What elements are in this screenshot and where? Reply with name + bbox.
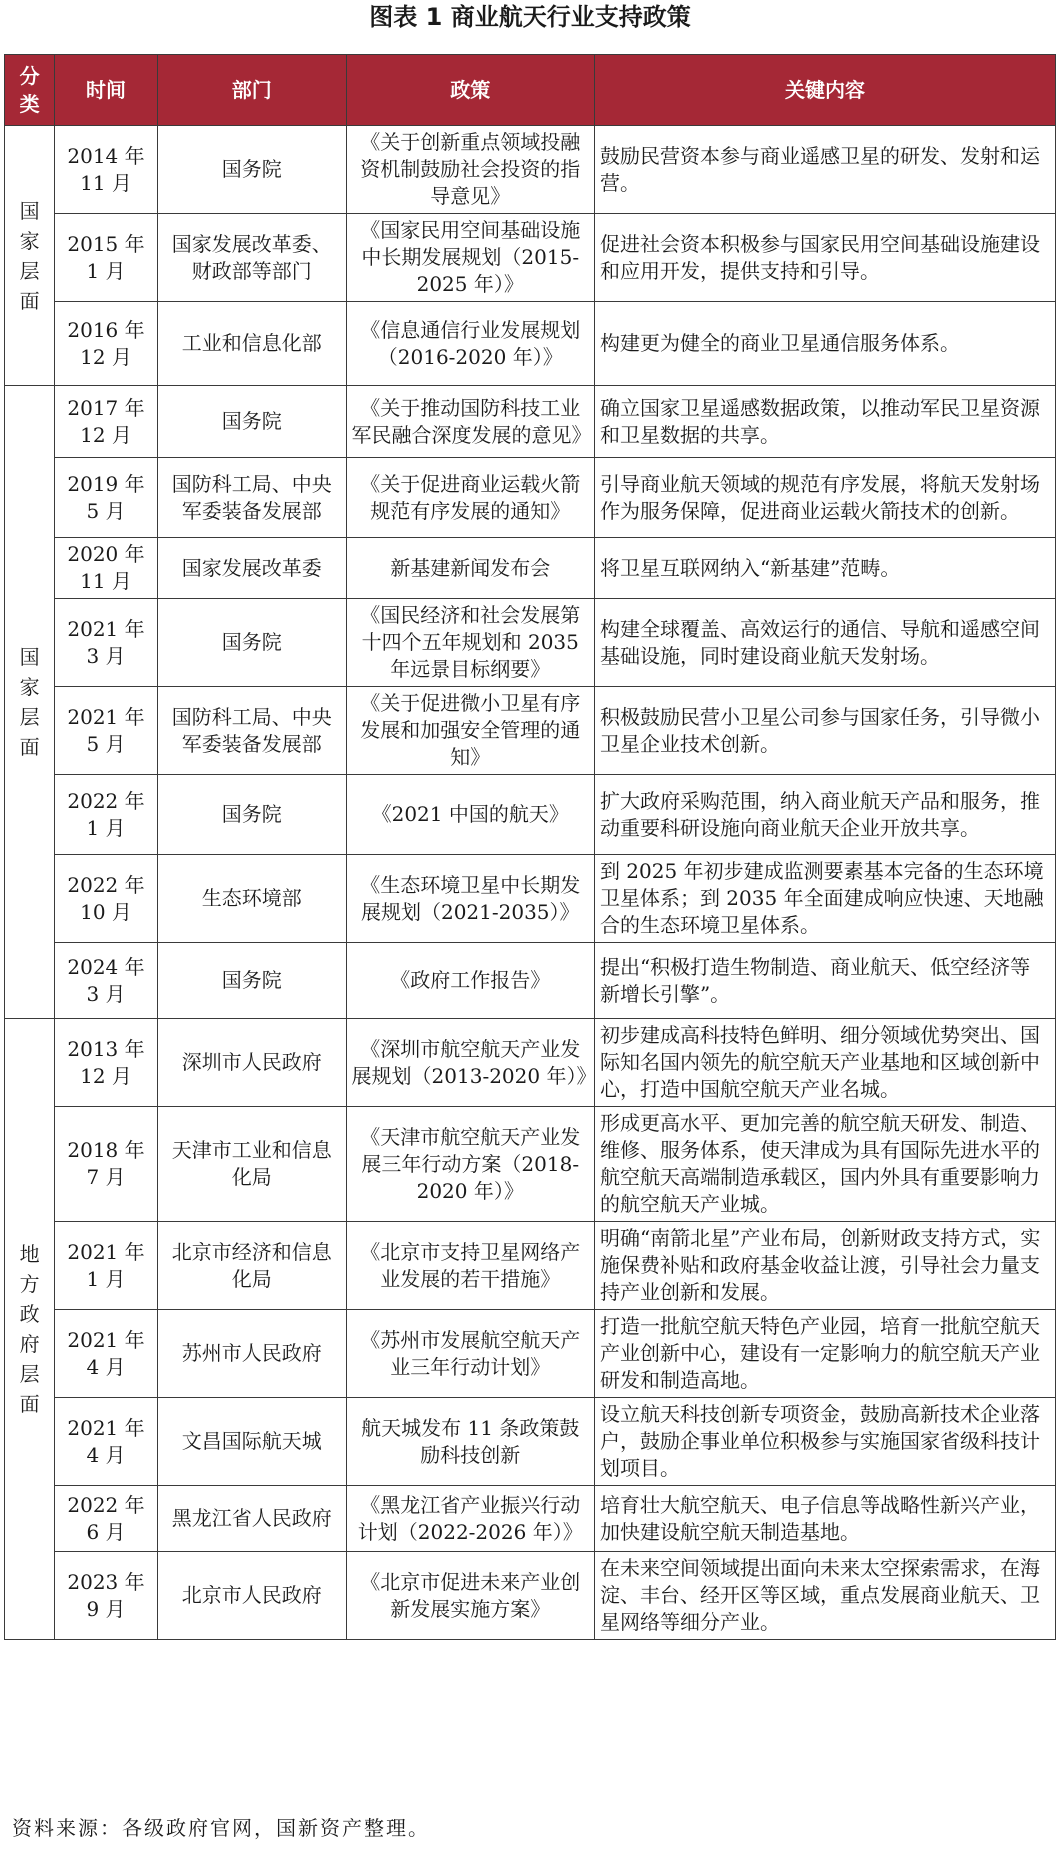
department-cell: 工业和信息化部: [157, 302, 346, 386]
department-cell: 国务院: [157, 775, 346, 855]
header-category: 分类: [5, 55, 55, 126]
time-cell: 2016 年 12 月: [55, 302, 158, 386]
category-label: 地方政府层面: [19, 1242, 40, 1416]
key-content-cell: 形成更高水平、更加完善的航空航天研发、制造、维修、服务体系，使天津成为具有国际先进水平的航空航天高端制造承载区，国内外具有重要影响力的航空航天产业城。: [594, 1107, 1055, 1222]
key-content-cell: 明确“南箭北星”产业布局，创新财政支持方式，实施保费补贴和政府基金收益让渡，引导社会力量支持产业创新和发展。: [594, 1222, 1055, 1310]
time-cell: 2021 年 4 月: [55, 1398, 158, 1486]
department-cell: 国务院: [157, 386, 346, 458]
department-cell: 国防科工局、中央军委装备发展部: [157, 458, 346, 538]
department-cell: 国务院: [157, 943, 346, 1019]
time-cell: 2021 年 4 月: [55, 1310, 158, 1398]
key-content-cell: 构建全球覆盖、高效运行的通信、导航和遥感空间基础设施，同时建设商业航天发射场。: [594, 599, 1055, 687]
table-row: [5, 1222, 1056, 1310]
policy-cell: 《关于推动国防科技工业军民融合深度发展的意见》: [346, 386, 594, 458]
department-cell: 国家发展改革委: [157, 538, 346, 599]
policy-cell: 《关于创新重点领域投融资机制鼓励社会投资的指导意见》: [346, 126, 594, 214]
policy-cell: 《苏州市发展航空航天产业三年行动计划》: [346, 1310, 594, 1398]
time-cell: 2022 年 6 月: [55, 1486, 158, 1552]
table-row: [5, 1019, 1056, 1107]
policy-cell: 《生态环境卫星中长期发展规划（2021-2035）》: [346, 855, 594, 943]
category-cell: [5, 126, 55, 386]
key-content-cell: 将卫星互联网纳入“新基建”范畴。: [594, 538, 1055, 599]
time-cell: 2013 年 12 月: [55, 1019, 158, 1107]
time-cell: 2017 年 12 月: [55, 386, 158, 458]
time-cell: 2019 年 5 月: [55, 458, 158, 538]
key-content-cell: 确立国家卫星遥感数据政策，以推动军民卫星资源和卫星数据的共享。: [594, 386, 1055, 458]
key-content-cell: 促进社会资本积极参与国家民用空间基础设施建设和应用开发，提供支持和引导。: [594, 214, 1055, 302]
table-row: [5, 126, 1056, 214]
header-time: 时间: [55, 55, 158, 126]
category-cell: [5, 1019, 55, 1640]
key-content-cell: 培育壮大航空航天、电子信息等战略性新兴产业，加快建设航空航天制造基地。: [594, 1486, 1055, 1552]
time-cell: 2022 年 10 月: [55, 855, 158, 943]
policy-cell: 《关于促进商业运载火箭规范有序发展的通知》: [346, 458, 594, 538]
table-row: [5, 599, 1056, 687]
table-row: [5, 1310, 1056, 1398]
table-row: [5, 943, 1056, 1019]
key-content-cell: 打造一批航空航天特色产业园，培育一批航空航天产业创新中心，建设有一定影响力的航空航天产业研发和制造高地。: [594, 1310, 1055, 1398]
policy-cell: 《2021 中国的航天》: [346, 775, 594, 855]
time-cell: 2023 年 9 月: [55, 1552, 158, 1640]
department-cell: 国务院: [157, 126, 346, 214]
policy-table: [4, 54, 1056, 1640]
time-cell: 2020 年 11 月: [55, 538, 158, 599]
policy-cell: 航天城发布 11 条政策鼓励科技创新: [346, 1398, 594, 1486]
category-cell: [5, 386, 55, 1019]
policy-cell: 《信息通信行业发展规划（2016-2020 年）》: [346, 302, 594, 386]
table-row: [5, 214, 1056, 302]
department-cell: 苏州市人民政府: [157, 1310, 346, 1398]
policy-cell: 《天津市航空航天产业发展三年行动方案（2018-2020 年）》: [346, 1107, 594, 1222]
key-content-cell: 扩大政府采购范围，纳入商业航天产品和服务，推动重要科研设施向商业航天企业开放共享。: [594, 775, 1055, 855]
table-header-row: [5, 55, 1056, 126]
table-row: [5, 386, 1056, 458]
table-row: [5, 1552, 1056, 1640]
time-cell: 2015 年 1 月: [55, 214, 158, 302]
table-row: [5, 1398, 1056, 1486]
table-title: 图表 1 商业航天行业支持政策: [369, 3, 691, 31]
key-content-cell: 到 2025 年初步建成监测要素基本完备的生态环境卫星体系；到 2035 年全面建成响应快速、天地融合的生态环境卫星体系。: [594, 855, 1055, 943]
category-label: 国家层面: [19, 645, 40, 759]
table-row: [5, 302, 1056, 386]
header-policy: 政策: [346, 55, 594, 126]
key-content-cell: 设立航天科技创新专项资金，鼓励高新技术企业落户，鼓励企事业单位积极参与实施国家省级科技计划项目。: [594, 1398, 1055, 1486]
time-cell: 2022 年 1 月: [55, 775, 158, 855]
policy-cell: 《黑龙江省产业振兴行动计划（2022-2026 年）》: [346, 1486, 594, 1552]
department-cell: 生态环境部: [157, 855, 346, 943]
table-row: [5, 538, 1056, 599]
table-row: [5, 687, 1056, 775]
header-key-content: 关键内容: [594, 55, 1055, 126]
key-content-cell: 积极鼓励民营小卫星公司参与国家任务，引导微小卫星企业技术创新。: [594, 687, 1055, 775]
department-cell: 天津市工业和信息化局: [157, 1107, 346, 1222]
policy-cell: 《关于促进微小卫星有序发展和加强安全管理的通知》: [346, 687, 594, 775]
policy-cell: 《深圳市航空航天产业发展规划（2013-2020 年）》: [346, 1019, 594, 1107]
department-cell: 北京市人民政府: [157, 1552, 346, 1640]
category-label: 国家层面: [19, 198, 40, 313]
header-department: 部门: [157, 55, 346, 126]
policy-cell: 《国家民用空间基础设施中长期发展规划（2015-2025 年）》: [346, 214, 594, 302]
policy-cell: 《国民经济和社会发展第十四个五年规划和 2035 年远景目标纲要》: [346, 599, 594, 687]
key-content-cell: 引导商业航天领域的规范有序发展，将航天发射场作为服务保障，促进商业运载火箭技术的创新。: [594, 458, 1055, 538]
key-content-cell: 初步建成高科技特色鲜明、细分领域优势突出、国际知名国内领先的航空航天产业基地和区域创新中心，打造中国航空航天产业名城。: [594, 1019, 1055, 1107]
department-cell: 黑龙江省人民政府: [157, 1486, 346, 1552]
time-cell: 2014 年 11 月: [55, 126, 158, 214]
department-cell: 文昌国际航天城: [157, 1398, 346, 1486]
policy-cell: 《北京市支持卫星网络产业发展的若干措施》: [346, 1222, 594, 1310]
time-cell: 2021 年 3 月: [55, 599, 158, 687]
department-cell: 深圳市人民政府: [157, 1019, 346, 1107]
table-row: [5, 458, 1056, 538]
policy-cell: 《北京市促进未来产业创新发展实施方案》: [346, 1552, 594, 1640]
department-cell: 国务院: [157, 599, 346, 687]
department-cell: 国家发展改革委、财政部等部门: [157, 214, 346, 302]
department-cell: 国防科工局、中央军委装备发展部: [157, 687, 346, 775]
policy-cell: 《政府工作报告》: [346, 943, 594, 1019]
time-cell: 2021 年 5 月: [55, 687, 158, 775]
table-row: [5, 1107, 1056, 1222]
time-cell: 2018 年 7 月: [55, 1107, 158, 1222]
policy-cell: 新基建新闻发布会: [346, 538, 594, 599]
time-cell: 2024 年 3 月: [55, 943, 158, 1019]
key-content-cell: 提出“积极打造生物制造、商业航天、低空经济等新增长引擎”。: [594, 943, 1055, 1019]
table-row: [5, 1486, 1056, 1552]
key-content-cell: 在未来空间领域提出面向未来太空探索需求，在海淀、丰台、经开区等区域，重点发展商业航天、卫星网络等细分产业。: [594, 1552, 1055, 1640]
key-content-cell: 鼓励民营资本参与商业遥感卫星的研发、发射和运营。: [594, 126, 1055, 214]
department-cell: 北京市经济和信息化局: [157, 1222, 346, 1310]
table-row: [5, 775, 1056, 855]
source-note: 资料来源：各级政府官网，国新资产整理。: [12, 1816, 430, 1840]
time-cell: 2021 年 1 月: [55, 1222, 158, 1310]
key-content-cell: 构建更为健全的商业卫星通信服务体系。: [594, 302, 1055, 386]
table-row: [5, 855, 1056, 943]
